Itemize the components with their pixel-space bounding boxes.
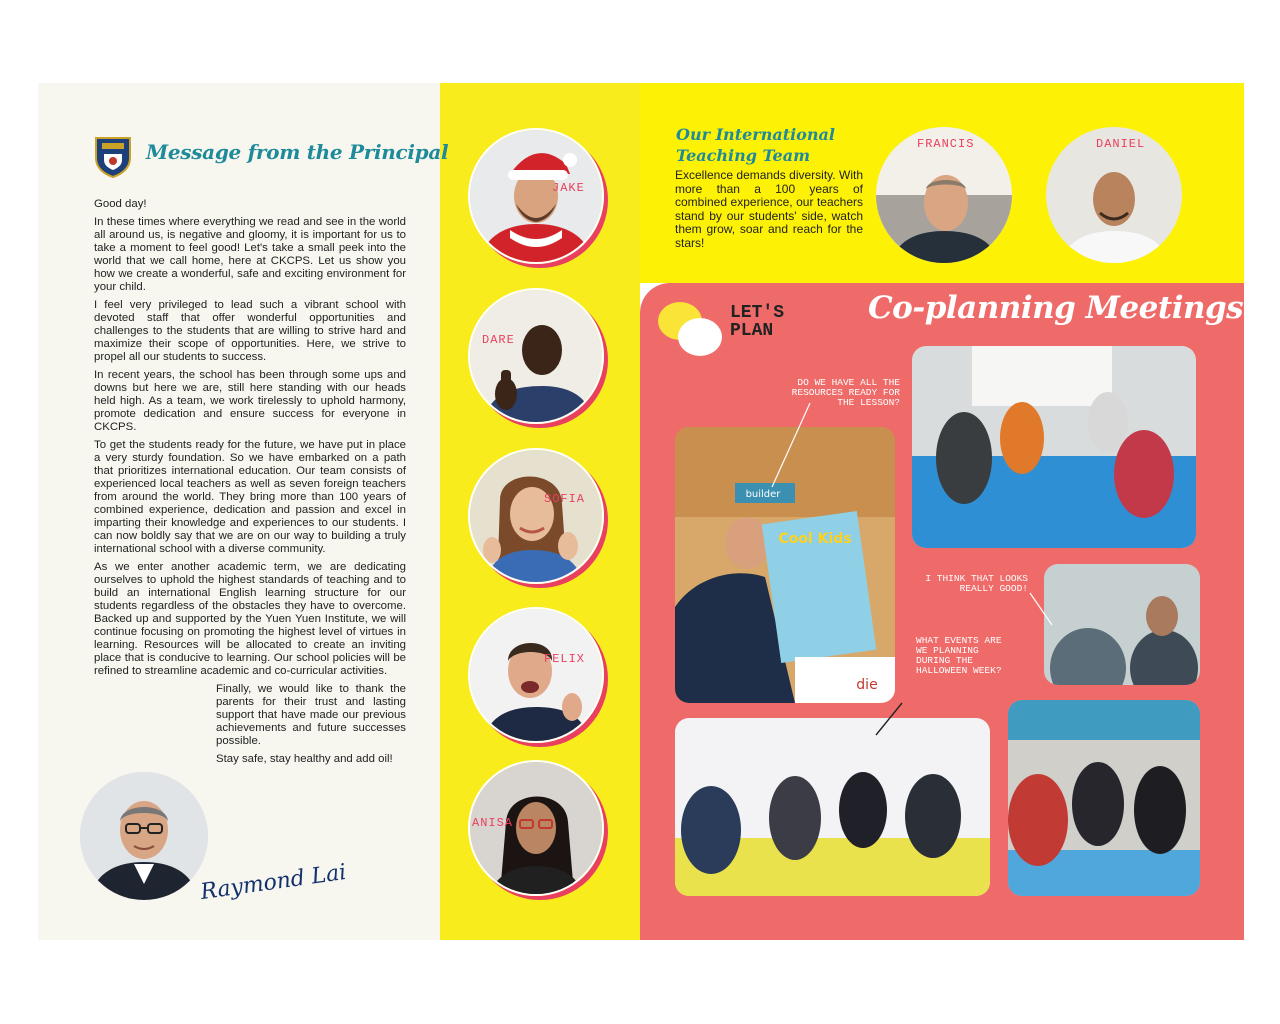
principal-photo: [80, 772, 208, 900]
letter-paragraph: In these times where everything we read and see in the world all around us, is negative and gloomy, it is important for us to take a moment to feel good! Let's take a small peek into the world that we call home, here at CKCPS. Let us show you how we create a wonderful, safe and exciting environment for your child.: [94, 216, 406, 293]
teacher-name-francis: FRANCIS: [917, 137, 975, 151]
cool-kids-sign: Cool Kids: [778, 531, 852, 547]
teacher-photo-dare: [468, 288, 604, 424]
teacher-photo-jake: [468, 128, 604, 264]
callout-lines: [640, 283, 1244, 940]
principal-title: Message from the Principal: [146, 140, 449, 164]
teacher-name-jake: JAKE: [552, 181, 585, 195]
teacher-name-sofia: SOFIA: [544, 492, 586, 506]
callout-events: WHAT EVENTS ARE WE PLANNING DURING THE HALLOWEEN WEEK?: [916, 635, 1002, 676]
teacher-photo-felix: [468, 607, 604, 743]
teacher-name-daniel: DANIEL: [1096, 137, 1146, 151]
letter-paragraph: As we enter another academic term, we are dedicating ourselves to uphold the highest standards of teaching and to build an international English learning structure for our students regardless of the obstacles they have to overcome. Backed up and supported by the Yuen Yuen Institute, we will continue focusing on promoting the highest level of virtues in learning. Resources will be allocated to create an inviting place that is conducive to learning. Our school policies will be refined to streamline academic and co-curricular activities.: [94, 561, 406, 677]
teacher-photo-sofia: [468, 448, 604, 584]
lets-plan-line2: PLAN: [730, 321, 774, 341]
letter-paragraph: In recent years, the school has been through some ups and downs but here we are, still here standing with our heads held high. As a team, we work tirelessly to uphold harmony, promote dedication and ensure success for everyone in CKCPS.: [94, 369, 406, 433]
coplanning-title: Co-planning Meetings: [868, 290, 1244, 326]
letter-closing: Finally, we would like to thank the parents for their trust and lasting support that have made our previous achievements and future successes possible.: [216, 683, 406, 747]
teacher-name-anisa: ANISA: [472, 816, 514, 830]
callout-line-events: [876, 703, 902, 735]
intl-team-text: Excellence demands diversity. With more than a 100 years of combined experience, our teachers stand by our students' side, watch them grow, soar and reach for the stars!: [675, 168, 863, 250]
builder-sign: builder: [745, 489, 781, 500]
intl-team-title: [676, 124, 835, 166]
principal-letter: [94, 198, 406, 771]
teacher-name-felix: FELIX: [544, 652, 586, 666]
school-crest-icon: [94, 134, 132, 178]
intl-team-title-line2: Teaching Team: [676, 146, 811, 165]
letter-paragraph: I feel very privileged to lead such a vibrant school with devoted staff that offer wonderful opportunities and challenges to the students that are willing to strive hard and maximize their scope of opportunities. Here, we strive to propel all our students to success.: [94, 299, 406, 363]
teacher-name-dare: DARE: [482, 333, 515, 347]
lets-plan-line1: LET'S: [730, 303, 785, 323]
callout-line-resources: [772, 403, 810, 487]
intl-team-title-line1: Our International: [676, 125, 835, 144]
letter-paragraph: To get the students ready for the future, we have put in place a very sturdy foundation. So we have embarked on a path that prioritizes international education. Our team consists of experienced local teachers as well as seven foreign teachers from around the world. They bring more than 100 years of combined experience, dedication and passion and excel in imparting their knowledge and experiences to our students. I can now boldly say that we are on our way to building a truly international school with a diverse community.: [94, 439, 406, 555]
letter-greeting: Good day!: [94, 198, 147, 210]
letter-signoff: Stay safe, stay healthy and add oil!: [216, 753, 393, 765]
callout-line-looks: [1030, 593, 1052, 625]
callout-looks-good: I THINK THAT LOOKS REALLY GOOD!: [925, 573, 1028, 594]
die-card: die: [856, 677, 878, 693]
principal-signature: Raymond Lai: [198, 859, 348, 906]
callout-resources: DO WE HAVE ALL THE RESOURCES READY FOR THE LESSON?: [791, 377, 900, 408]
